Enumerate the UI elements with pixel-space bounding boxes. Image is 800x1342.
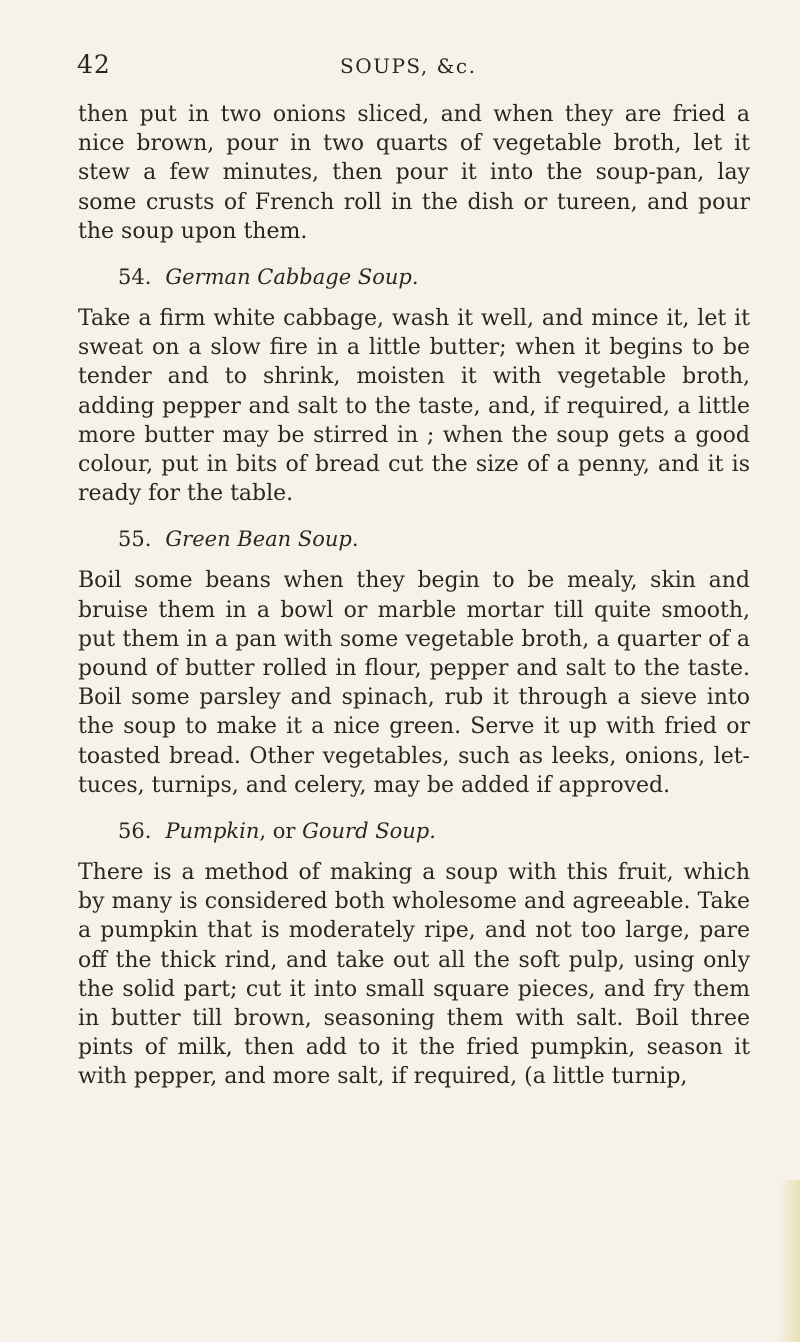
recipe-title-separator: , or	[259, 819, 303, 844]
intro-paragraph: then put in two onions sliced, and when they are fried a nice brown, pour in two quarts of vegetable broth, let it stew a few minutes, then pour it into the soup-pan, lay some crusts of French roll in the dish or tureen, and pour the soup upon them.	[78, 102, 750, 244]
recipe-title: Green Bean Soup.	[165, 527, 359, 552]
recipe-title-part2: Gourd Soup.	[302, 819, 436, 844]
recipe-title-part1: Pumpkin	[165, 819, 260, 844]
recipe-title: German Cabbage Soup.	[165, 265, 419, 290]
recipe-56-heading	[78, 818, 750, 844]
page-number: 42	[77, 50, 111, 79]
recipe-number: 55.	[118, 527, 152, 552]
recipe-54-heading	[78, 264, 750, 290]
recipe-number: 56.	[118, 819, 152, 844]
recipe-number: 54.	[118, 265, 152, 290]
page-edge-shadow	[778, 1180, 800, 1342]
recipe-56-text: There is a method of making a soup with this fruit, which by many is considered both wholesome and agreeable. Take a pumpkin that is moderately ripe, and not too large, pare off the thick rind, and take out all the soft pulp, using only the solid part; cut it into small square pieces, and fry them in butter till brown, seasoning them with salt. Boil three pints of milk, then add to it the fried pumpkin, season it with pepper, and more salt, if required, (a little turnip,	[78, 860, 750, 1090]
running-head: SOUPS, &c.	[340, 54, 477, 78]
recipe-55-text: Boil some beans when they begin to be mealy, skin and bruise them in a bowl or marble mortar till quite smooth, put them in a pan with some vegetable broth, a quarter of a pound of butter rolled in flour, pepper and salt to the taste. Boil some parsley and spinach, rub it through a sieve into the soup to make it a nice green. Serve it up with fried or toasted bread. Other vegetables, such as leeks, onions, let-tuces, turnips, and celery, may be added if approved.	[78, 568, 750, 798]
recipe-55-heading	[78, 526, 750, 552]
page-header	[0, 50, 800, 90]
page-body	[78, 100, 750, 1092]
recipe-54-text: Take a firm white cabbage, wash it well, and mince it, let it sweat on a slow fire in a little butter; when it begins to be tender and to shrink, moisten it with vegetable broth, adding pepper and salt to the taste, and, if required, a little more butter may be stirred in ; when the soup gets a good colour, put in bits of bread cut the size of a penny, and it is ready for the table.	[78, 306, 750, 507]
